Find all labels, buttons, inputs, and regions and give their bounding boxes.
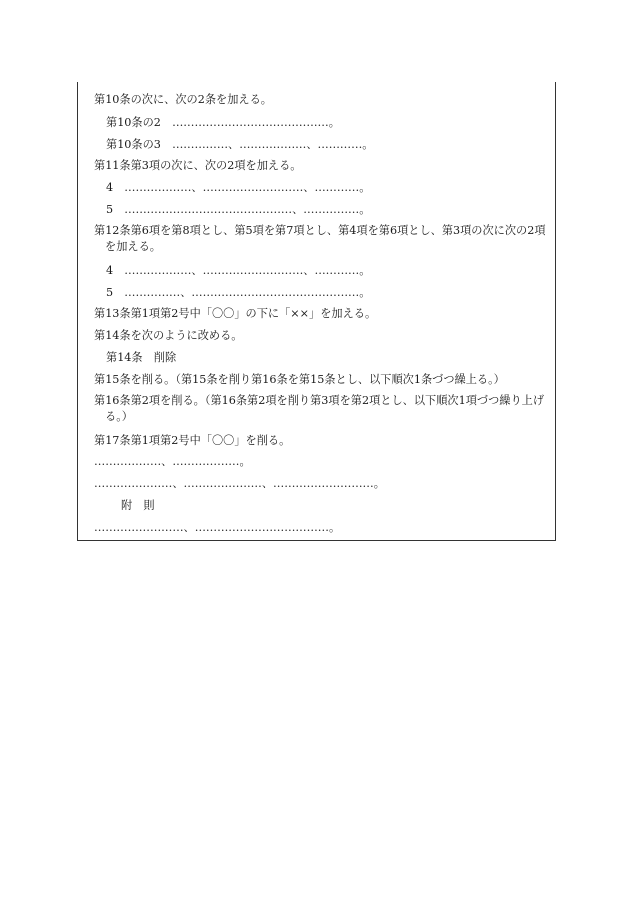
document-frame	[77, 82, 556, 541]
line-paragraph-4-b: 4 ………………、………………………、…………。	[106, 264, 371, 277]
line-article-13-amend: 第13条第1項第2号中「〇〇」の下に「××」を加える。	[94, 307, 377, 320]
line-add-paragraphs-article-11: 第11条第3項の次に、次の2項を加える。	[94, 159, 302, 172]
line-add-articles-after-10: 第10条の次に、次の2条を加える。	[94, 93, 272, 106]
line-paragraph-4-a: 4 ………………、………………………、…………。	[106, 181, 371, 194]
line-article-10-2: 第10条の2 ……………………………………。	[106, 116, 340, 129]
line-paragraph-5-a: 5 ………………………………………、……………。	[106, 203, 371, 216]
line-article-14-replace: 第14条を次のように改める。	[94, 329, 243, 342]
line-article-10-3: 第10条の3 ……………、………………、…………。	[106, 138, 374, 151]
supplementary-provisions-heading: 附 則	[121, 499, 155, 512]
line-article-15-delete: 第15条を削る。（第15条を削り第16条を第15条とし、以下順次1条づつ繰上る。）	[94, 373, 505, 386]
line-placeholder-1: ………………、………………。	[94, 455, 251, 468]
line-placeholder-3: ……………………、………………………………。	[94, 521, 341, 534]
line-paragraph-5-b: 5 ……………、………………………………………。	[106, 286, 371, 299]
line-placeholder-2: …………………、…………………、………………………。	[94, 477, 385, 490]
line-article-14-deleted: 第14条 削除	[106, 351, 177, 364]
line-article-12-renumber: 第12条第6項を第8項とし、第5項を第7項とし、第4項を第6項とし、第3項の次に次の2項を加える。	[94, 224, 546, 253]
line-article-16-delete: 第16条第2項を削る。（第16条第2項を削り第3項を第2項とし、以下順次1項づつ繰り上げる。）	[94, 394, 545, 423]
line-article-17-delete: 第17条第1項第2号中「〇〇」を削る。	[94, 434, 291, 447]
